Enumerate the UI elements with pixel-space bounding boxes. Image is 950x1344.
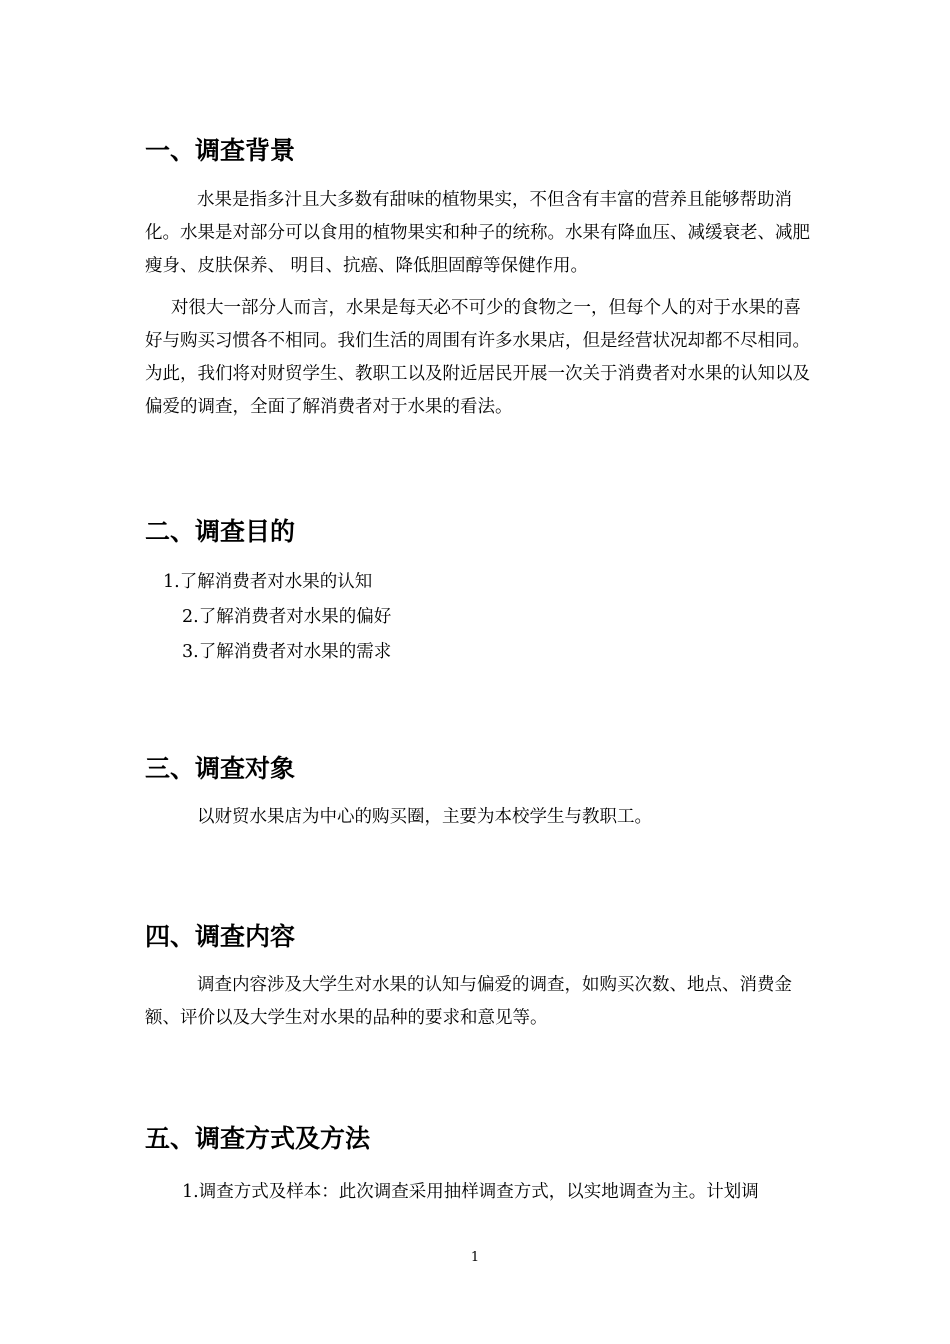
section-heading-content: 四、调查内容	[145, 922, 296, 951]
background-paragraph-2: 对很大一部分人而言，水果是每天必不可少的食物之一，但每个人的对于水果的喜好与购买习惯各不相同。我们生活的周围有许多水果店，但是经营状况却都不尽相同。为此，我们将对财贸学生、教职工以及附近居民开展一次关于消费者对水果的认知以及偏爱的调查，全面了解消费者对于水果的看法。	[145, 298, 810, 417]
section-heading-subject: 三、调查对象	[145, 754, 296, 783]
section-heading-purpose: 二、调查目的	[145, 517, 296, 546]
purpose-item-2: 2.了解消费者对水果的偏好	[182, 607, 392, 627]
section-heading-method: 五、调查方式及方法	[145, 1124, 371, 1153]
purpose-item-3: 3.了解消费者对水果的需求	[182, 642, 392, 662]
method-item-1: 1.调查方式及样本：此次调查采用抽样调查方式，以实地调查为主。计划调	[182, 1182, 759, 1202]
subject-paragraph: 以财贸水果店为中心的购买圈，主要为本校学生与教职工。	[197, 807, 652, 827]
purpose-item-1: 1.了解消费者对水果的认知	[163, 572, 373, 592]
section-heading-background: 一、调查背景	[145, 136, 296, 165]
page-number: 1	[470, 1250, 480, 1265]
background-paragraph-1: 水果是指多汁且大多数有甜味的植物果实，不但含有丰富的营养且能够帮助消化。水果是对部分可以食用的植物果实和种子的统称。水果有降血压、减缓衰老、减肥瘦身、皮肤保养、 明目、抗癌、降低胆固醇等保健作用。	[145, 190, 810, 276]
content-paragraph: 调查内容涉及大学生对水果的认知与偏爱的调查，如购买次数、地点、消费金额、评价以及大学生对水果的品种的要求和意见等。	[145, 975, 792, 1028]
